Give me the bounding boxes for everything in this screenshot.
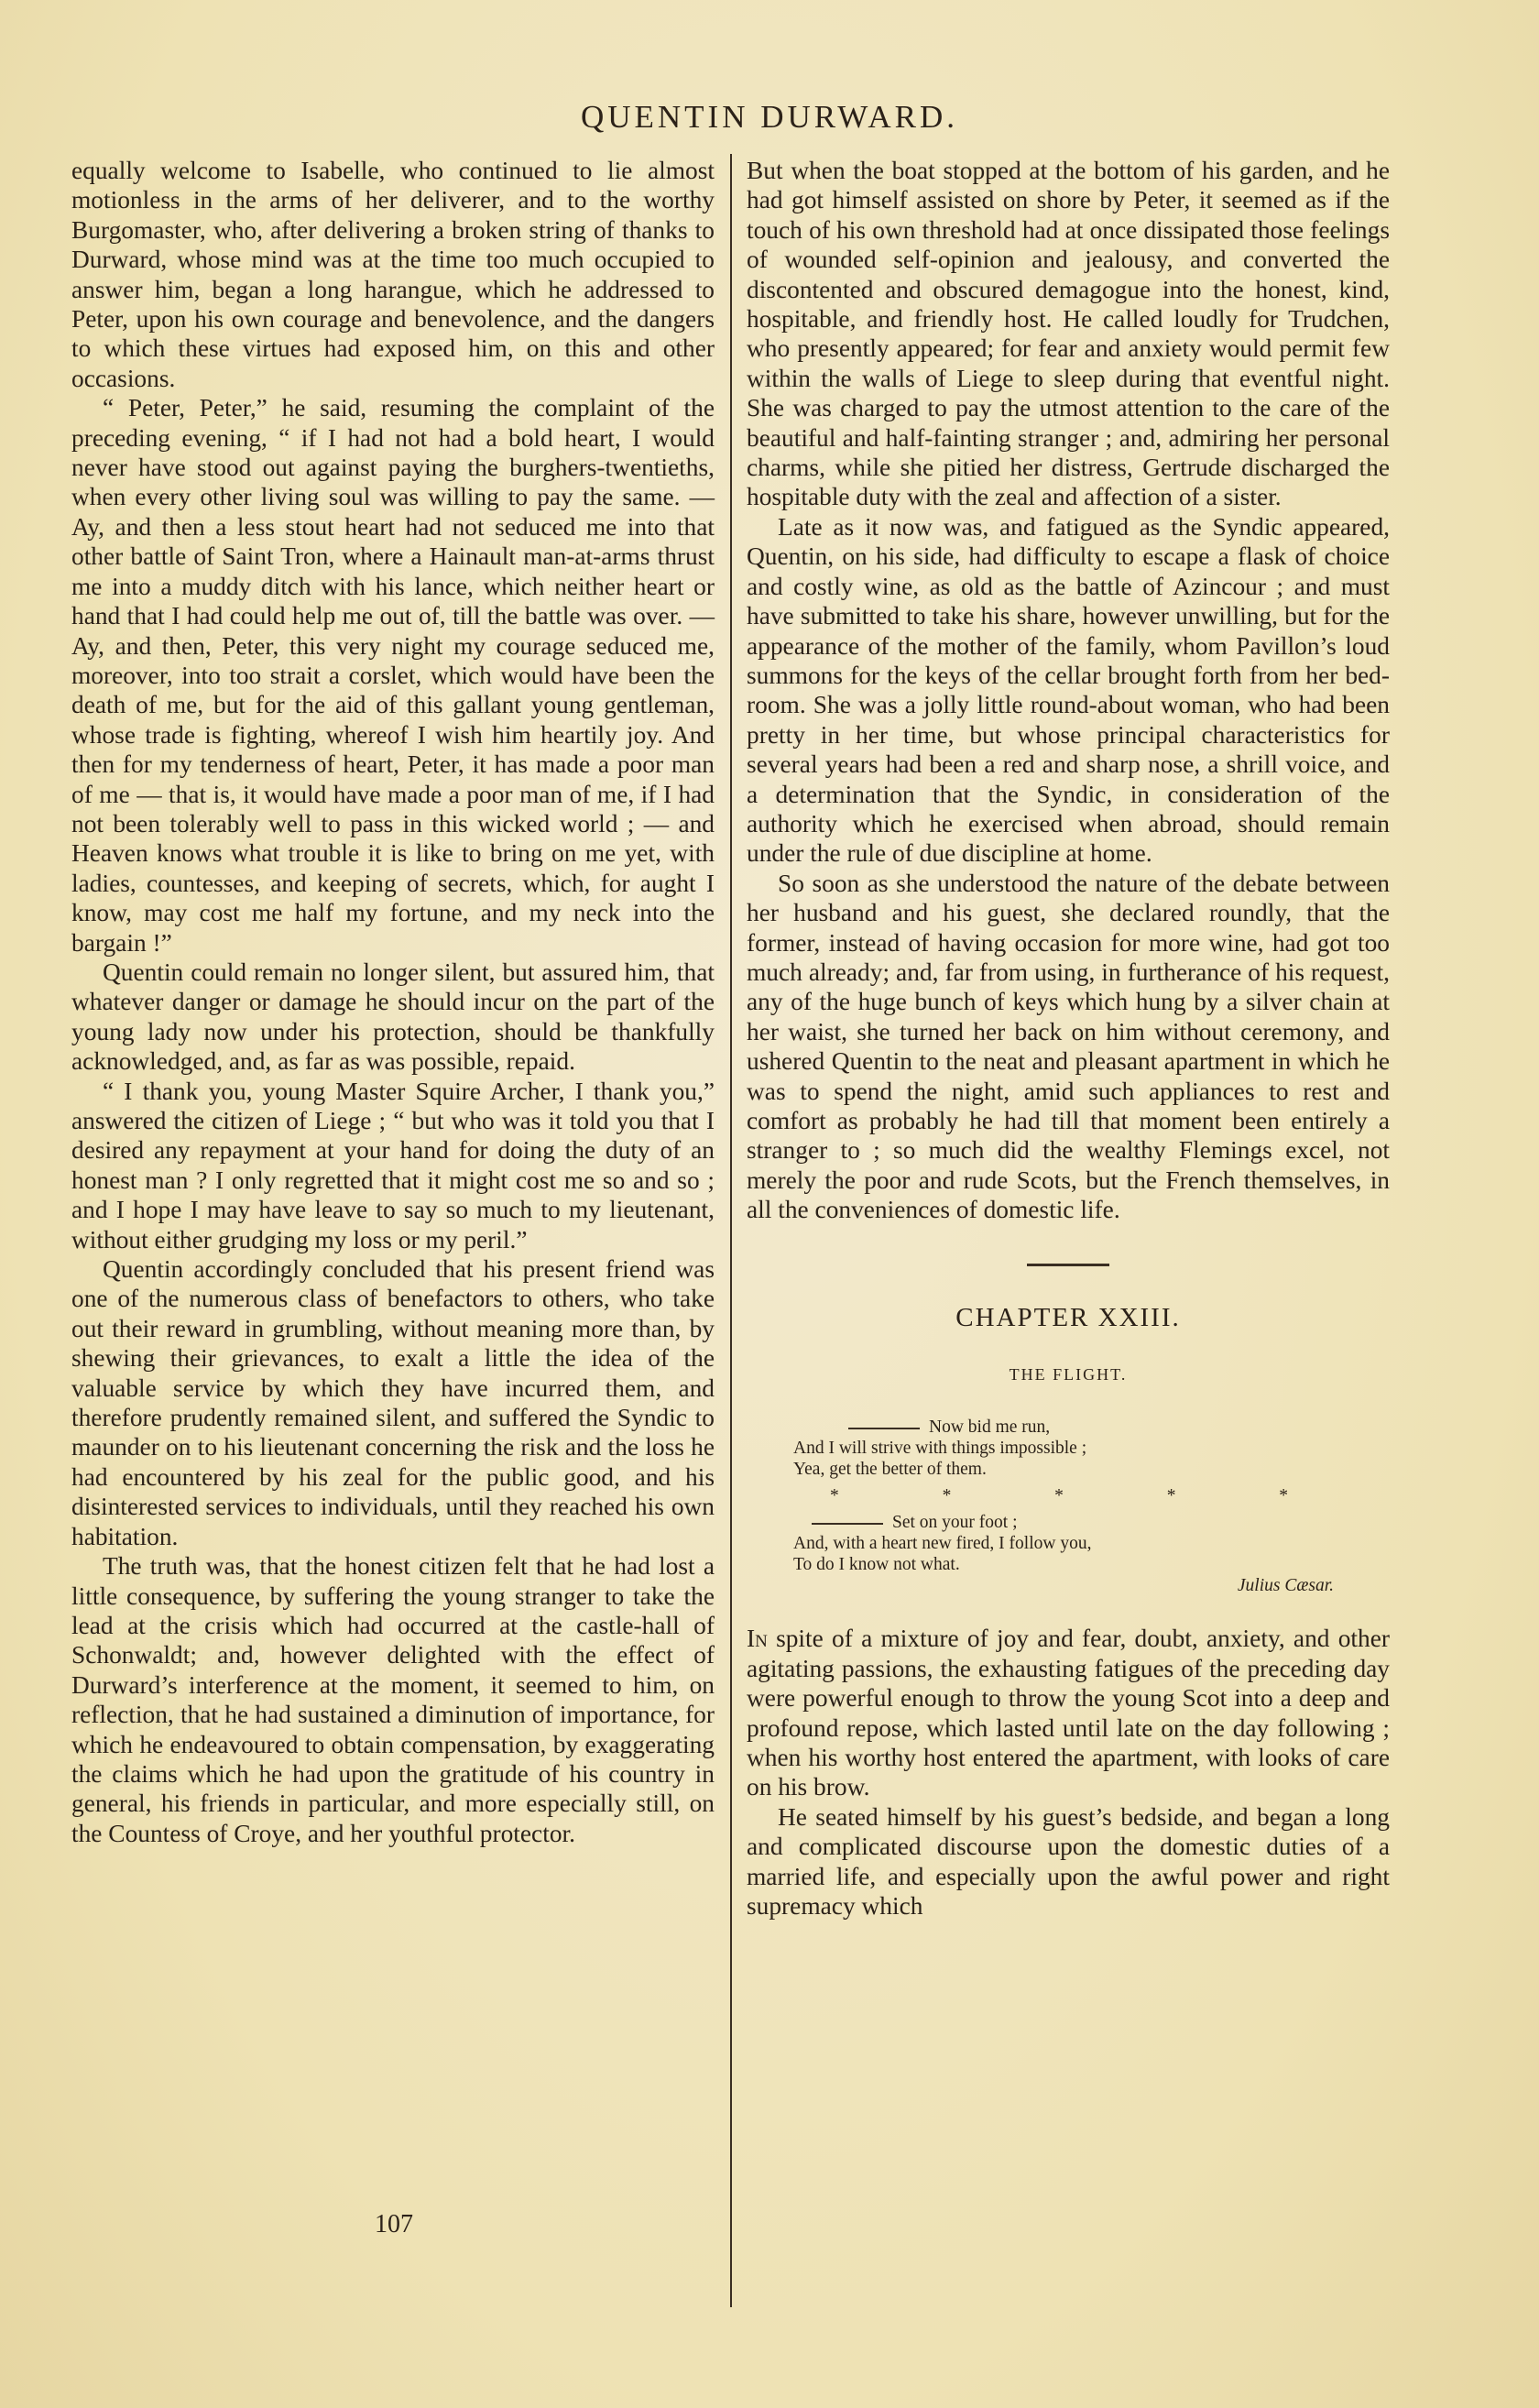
paragraph [747,1624,1390,1801]
paragraph: The truth was, that the honest citizen felt that he had lost a little consequence, by suffering the young stranger to take the lead at the crisis which had occurred at the castle-hall of Schonwaldt; and, however delighted with the effect of Durward’s interference at the moment, it seemed to him, on reflection, that he had sustained a diminution of importance, for which he endeavoured to obtain compensation, by exaggerating the claims which he had upon the gratitude of his country in general, his friends in particular, and more especially still, on the Countess of Croye, and her youthful protector. [71,1552,715,1847]
epigraph [793,1417,1343,1596]
paragraph: “ Peter, Peter,” he said, resuming the complaint of the preceding evening, “ if I had not had a bold heart, I would never have stood out against paying the burghers-twentieths, when every other living soul was willing to pay the same. — Ay, and then a less stout heart had not seduced me into that other battle of Saint Tron, where a Hainault man-at-arms thrust me into a muddy ditch with his lance, which neither heart or hand that I had could help me out of, till the battle was over. — Ay, and then, Peter, this very night my courage seduced me, moreover, into too strait a corslet, which would have been the death of me, but for the aid of this gallant young gentleman, whose trade is fighting, whereof I wish him heartily joy. And then for my tenderness of heart, Peter, it has made a poor man of me — that is, it would have made a poor man of me, if I had not been tolerably well to pass in this wicked world ; — and Heaven knows what trouble it is like to bring on me yet, with ladies, countesses, and keeping of secrets, which, for aught I know, may cost me half my fortune, and my neck into the bargain !” [71,394,715,957]
chapter-subtitle: THE FLIGHT. [1009,1365,1128,1385]
column-divider [730,154,732,2307]
star: * [1054,1486,1064,1506]
right-column [747,156,1390,1921]
epigraph-line: And I will strive with things impossible ; [793,1439,1087,1459]
chapter-initial: In [747,1625,768,1653]
chapter-rule [1027,1264,1109,1266]
running-title: QUENTIN DURWARD. [580,99,959,135]
paragraph-text: spite of a mixture of joy and fear, doubt, anxiety, and other agitating passions, the exhausting fatigues of the preceding day were powerful enough to throw the young Scot into a deep and profound repose, which lasted until late on the day following ; when his worthy host entered the apartment, with looks of care on his brow. [747,1625,1390,1801]
paragraph: equally welcome to Isabelle, who continued to lie almost motionless in the arms of her deliverer, and to the worthy Burgomaster, who, after delivering a broken string of thanks to Durward, whose mind was at the time too much occupied to answer him, began a long harangue, which he addressed to Peter, upon his own courage and benevolence, and the dangers to which these virtues had exposed him, on this and other occasions. [71,157,715,392]
epigraph-line: Yea, get the better of them. [793,1460,987,1480]
paragraph: So soon as she understood the nature of the debate between her husband and his guest, she declared roundly, that the former, instead of having occasion for more wine, had got too much already; and, far from using, in furtherance of his request, any of the huge bunch of keys which hung by a silver chain at her waist, she turned her back on him without ceremony, and ushered Quentin to the neat and pleasant apartment in which he was to spend the night, amid such appliances to rest and comfort as probably he had till that moment been entirely a stranger to ; so much did the wealthy Flemings excel, not merely the poor and rude Scots, but the French themselves, in all the conveniences of domestic life. [747,869,1390,1224]
epigraph-line: And, with a heart new fired, I follow you, [793,1534,1092,1554]
epigraph-dash [812,1523,883,1525]
chapter-title: CHAPTER XXIII. [955,1302,1181,1332]
paragraph: Quentin could remain no longer silent, but assured him, that whatever danger or damage he should incur on the part of the young lady now under his protection, should be thankfully acknowledged, and, as far as was possible, repaid. [71,958,715,1076]
page-number: 107 [375,2210,413,2238]
star: * [1166,1486,1176,1506]
left-column [71,156,715,1848]
paragraph: Quentin accordingly concluded that his present friend was one of the numerous class of benefactors to others, who take out their reward in grumbling, without meaning more than, by shewing their grievances, to exalt a little the idea of the valuable service by which they have incurred them, and therefore prudently remained silent, and suffered the Syndic to maunder on to his lieutenant concerning the risk and the loss he had encountered by his zeal for the public good, and his disinterested services to individuals, until they reached his own habitation. [71,1255,715,1550]
epigraph-line: To do I know not what. [793,1555,960,1575]
paragraph: He seated himself by his guest’s bedside, and began a long and complicated discourse upon the domestic duties of a married life, and especially upon the awful power and right supremacy which [747,1802,1390,1921]
star: * [942,1486,952,1506]
epigraph-stars [830,1485,1288,1506]
star: * [830,1486,839,1506]
epigraph-line: Now bid me run, [929,1417,1051,1438]
epigraph-attribution: Julius Cæsar. [1237,1576,1334,1596]
epigraph-line: Set on your foot ; [892,1513,1018,1533]
paragraph: Late as it now was, and fatigued as the Syndic appeared, Quentin, on his side, had difficulty to escape a flask of choice and costly wine, as old as the battle of Azincour ; and must have submitted to take his share, however unwilling, but for the appearance of the mother of the family, whom Pavillon’s loud summons for the keys of the cellar brought forth from her bed-room. She was a jolly little round-about woman, who had been pretty in her time, but whose principal characteristics for several years had been a red and sharp nose, a shrill voice, and a determination that the Syndic, in consideration of the authority which he exercised when abroad, should remain under the rule of due discipline at home. [747,512,1390,868]
star: * [1279,1486,1288,1506]
epigraph-dash [848,1428,920,1429]
paragraph: “ I thank you, young Master Squire Archer, I thank you,” answered the citizen of Liege ; “ but who was it told you that I desired any repayment at your hand for doing the duty of an honest man ? I only regretted that it might cost me so and so ; and I hope I may have leave to say so much to my lieutenant, without either grudging my loss or my peril.” [71,1077,715,1253]
paragraph: But when the boat stopped at the bottom of his garden, and he had got himself assisted on shore by Peter, it seemed as if the touch of his own threshold had at once dissipated those feelings of wounded self-opinion and jealousy, and converted the discontented and obscured demagogue into the honest, kind, hospitable, and friendly host. He called loudly for Trudchen, who presently appeared; for fear and anxiety would permit few within the walls of Liege to sleep during that eventful night. She was charged to pay the utmost attention to the care of the beautiful and half-fainting stranger ; and, admiring her personal charms, while she pitied her distress, Gertrude discharged the hospitable duty with the zeal and affection of a sister. [747,157,1390,511]
